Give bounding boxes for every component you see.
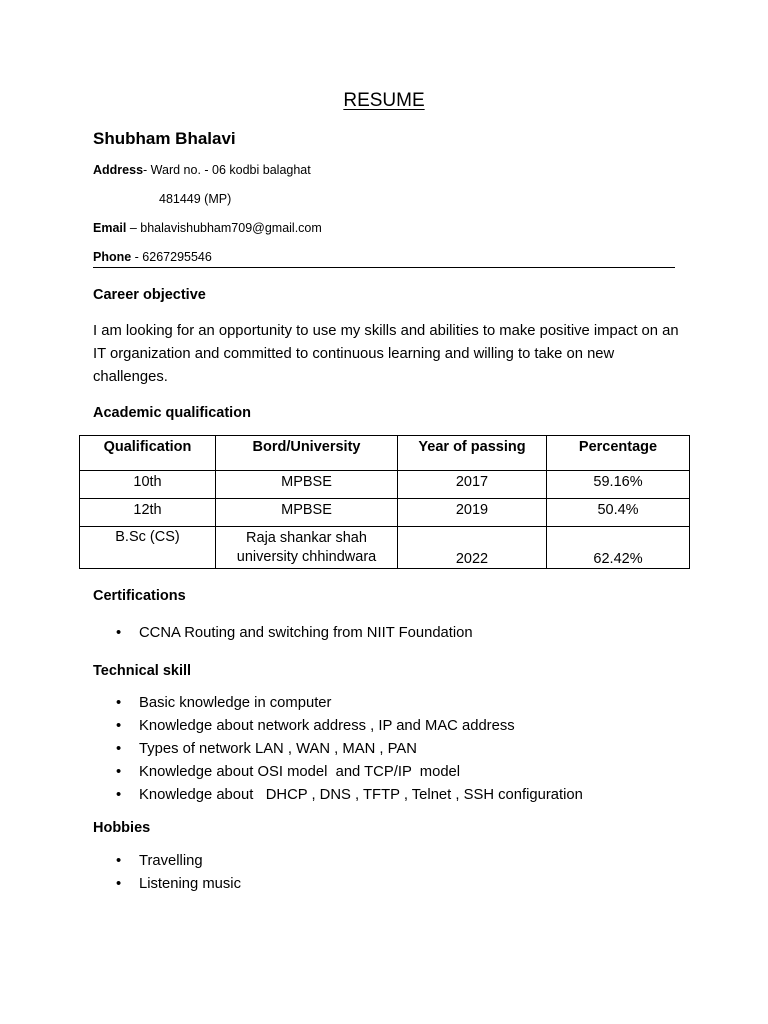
address-label: Address	[93, 163, 144, 177]
address-value: - Ward no. - 06 kodbi balaghat	[143, 163, 311, 177]
table-row	[80, 499, 690, 527]
hobbies-heading: Hobbies	[93, 820, 151, 836]
list-item-text: Knowledge about network address , IP and MAC address	[139, 718, 515, 734]
bullet-icon: •	[116, 876, 122, 892]
table-cell: 62.42%	[547, 527, 690, 569]
list-item	[93, 692, 583, 715]
list-item-text: Knowledge about DHCP , DNS , TFTP , Telnet , SSH configuration	[139, 787, 583, 803]
list-item	[93, 784, 583, 807]
list-item	[93, 715, 583, 738]
academic-table	[79, 435, 690, 569]
table-header-row	[80, 436, 690, 471]
list-item	[93, 622, 473, 645]
bullet-icon: •	[116, 787, 122, 803]
table-cell: MPBSE	[216, 471, 398, 499]
list-item	[93, 873, 241, 896]
list-item-text: Listening music	[139, 876, 241, 892]
list-item-text: Travelling	[139, 853, 203, 869]
header-percentage: Percentage	[547, 436, 690, 471]
email-line	[93, 220, 322, 236]
table-cell: 2017	[398, 471, 547, 499]
certifications-heading: Certifications	[93, 588, 186, 604]
bullet-icon: •	[116, 718, 122, 734]
bullet-icon: •	[116, 695, 122, 711]
technical-skill-list	[93, 692, 583, 807]
contact-divider	[93, 267, 675, 268]
header-board: Bord/University	[216, 436, 398, 471]
list-item-text: CCNA Routing and switching from NIIT Foundation	[139, 625, 473, 641]
header-qualification: Qualification	[80, 436, 216, 471]
address-line-1	[93, 162, 311, 178]
phone-label: Phone	[93, 250, 132, 264]
bullet-icon: •	[116, 764, 122, 780]
table-cell: 12th	[80, 499, 216, 527]
address-line-2: 481449 (MP)	[159, 192, 232, 206]
certifications-list	[93, 622, 473, 645]
phone-value: - 6267295546	[131, 250, 212, 264]
list-item-text: Types of network LAN , WAN , MAN , PAN	[139, 741, 417, 757]
table-cell: 2022	[398, 527, 547, 569]
career-objective-heading: Career objective	[93, 287, 206, 303]
technical-skill-heading: Technical skill	[93, 663, 192, 679]
career-objective-text: I am looking for an opportunity to use my skills and abilities to make positive impact on an IT organization and committed to continuous learning and willing to take on new challenges.	[93, 323, 679, 385]
bullet-icon: •	[116, 853, 122, 869]
list-item-text: Basic knowledge in computer	[139, 695, 332, 711]
table-cell: MPBSE	[216, 499, 398, 527]
hobbies-list	[93, 850, 241, 896]
table-cell: 2019	[398, 499, 547, 527]
table-cell: Raja shankar shah university chhindwara	[216, 527, 398, 569]
list-item	[93, 761, 583, 784]
document-title: RESUME	[343, 90, 425, 111]
table-cell: 10th	[80, 471, 216, 499]
phone-line	[93, 249, 212, 265]
email-value: – bhalavishubham709@gmail.com	[126, 221, 322, 235]
table-cell: 59.16%	[547, 471, 690, 499]
academic-heading: Academic qualification	[93, 405, 251, 421]
bullet-icon: •	[116, 741, 122, 757]
table-row	[80, 527, 690, 569]
list-item	[93, 850, 241, 873]
table-cell: B.Sc (CS)	[80, 527, 216, 569]
header-year: Year of passing	[398, 436, 547, 471]
candidate-name: Shubham Bhalavi	[93, 129, 236, 148]
list-item	[93, 738, 583, 761]
table-row	[80, 471, 690, 499]
bullet-icon: •	[116, 625, 122, 641]
list-item-text: Knowledge about OSI model and TCP/IP model	[139, 764, 461, 780]
table-cell: 50.4%	[547, 499, 690, 527]
email-label: Email	[93, 221, 127, 235]
